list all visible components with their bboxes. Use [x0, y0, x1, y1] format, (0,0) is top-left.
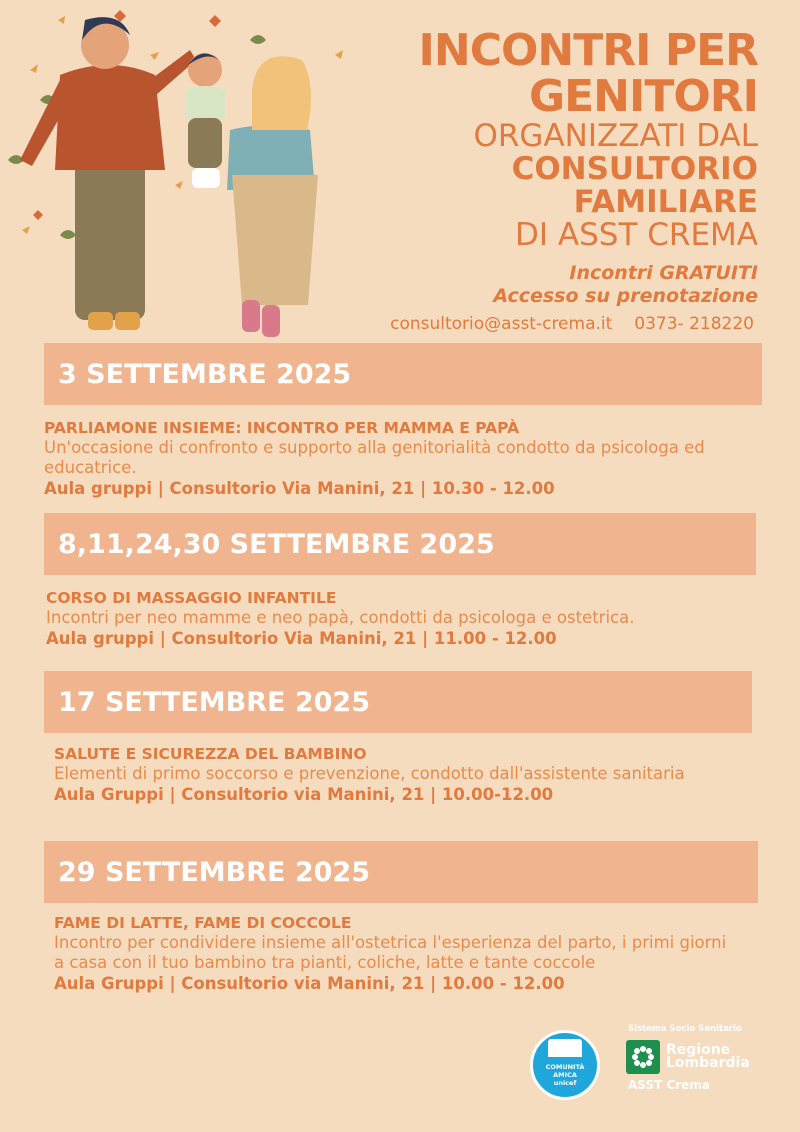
email-link[interactable]: consultorio@asst-crema.it: [390, 314, 613, 334]
unicef-logo: [530, 1030, 600, 1100]
event-location-time: Aula Gruppi | Consultorio via Manini, 21 | 10.00 - 12.00: [54, 974, 565, 993]
event-description: Incontro per condividere insieme all'ostetrica l'esperienza del parto, i primi giorni a casa con il tuo bambino tra pianti, coliche, latte e tante coccole: [54, 933, 727, 972]
event-location-time: Aula gruppi | Consultorio Via Manini, 21 | 11.00 - 12.00: [46, 629, 557, 648]
regione-name-2: Lombardia: [666, 1055, 750, 1071]
phone-link[interactable]: 0373- 218220: [634, 314, 754, 334]
regione-lombardia-logo: [626, 1024, 780, 1102]
event-1: [44, 418, 764, 500]
family-illustration: [0, 0, 360, 345]
contacts: [338, 313, 758, 335]
event-description: Elementi di primo soccorso e prevenzione, condotto dall'assistente sanitaria: [54, 764, 685, 783]
title-line-2: GENITORI: [528, 71, 758, 122]
event-description: Un'occasione di confronto e supporto alla genitorialità condotto da psicologa ed educatrice.: [44, 438, 705, 477]
date-band-2: 8,11,24,30 SETTEMBRE 2025: [44, 513, 756, 575]
event-title: CORSO DI MASSAGGIO INFANTILE: [46, 589, 337, 607]
event-2: [46, 588, 766, 650]
event-location-time: Aula Gruppi | Consultorio via Manini, 21 | 10.00-12.00: [54, 785, 554, 804]
event-description: Incontri per neo mamme e neo papà, condotti da psicologa e ostetrica.: [46, 608, 635, 627]
event-location-time: Aula gruppi | Consultorio Via Manini, 21 | 10.30 - 12.00: [44, 479, 555, 498]
asst-crema-label: ASST Crema: [628, 1078, 710, 1092]
free-label: Incontri GRATUITI: [569, 262, 758, 284]
event-title: SALUTE E SICUREZZA DEL BAMBINO: [54, 745, 367, 763]
house-icon: [548, 1039, 582, 1057]
rosa-camuna-icon: [626, 1040, 660, 1074]
regione-name-1: Regione: [666, 1042, 731, 1058]
page-title: [338, 25, 758, 122]
title-line-1: INCONTRI PER: [418, 25, 758, 76]
event-title: PARLIAMONE INSIEME: INCONTRO PER MAMMA E PAPÀ: [44, 419, 520, 437]
unicef-label: COMUNITÀ AMICA: [545, 1063, 585, 1079]
subtitle-line-4: DI ASST CREMA: [515, 217, 758, 253]
logos: [530, 1024, 780, 1104]
date-band-4: 29 SETTEMBRE 2025: [44, 841, 758, 903]
date-band-3: 17 SETTEMBRE 2025: [44, 671, 752, 733]
booking-label: Accesso su prenotazione: [493, 285, 758, 307]
subtitle-line-2: CONSULTORIO: [511, 151, 758, 187]
event-3: [54, 744, 714, 806]
date-band-1: 3 SETTEMBRE 2025: [44, 343, 762, 405]
regione-system-label: Sistema Socio Sanitario: [628, 1024, 742, 1034]
event-title: FAME DI LATTE, FAME DI COCCOLE: [54, 914, 352, 932]
subtitle-line-1: ORGANIZZATI DAL: [473, 118, 758, 154]
subtitle-line-3: FAMILIARE: [573, 184, 758, 220]
unicef-brand: unicef: [553, 1079, 577, 1087]
header: [338, 25, 758, 335]
event-4: [54, 913, 734, 995]
